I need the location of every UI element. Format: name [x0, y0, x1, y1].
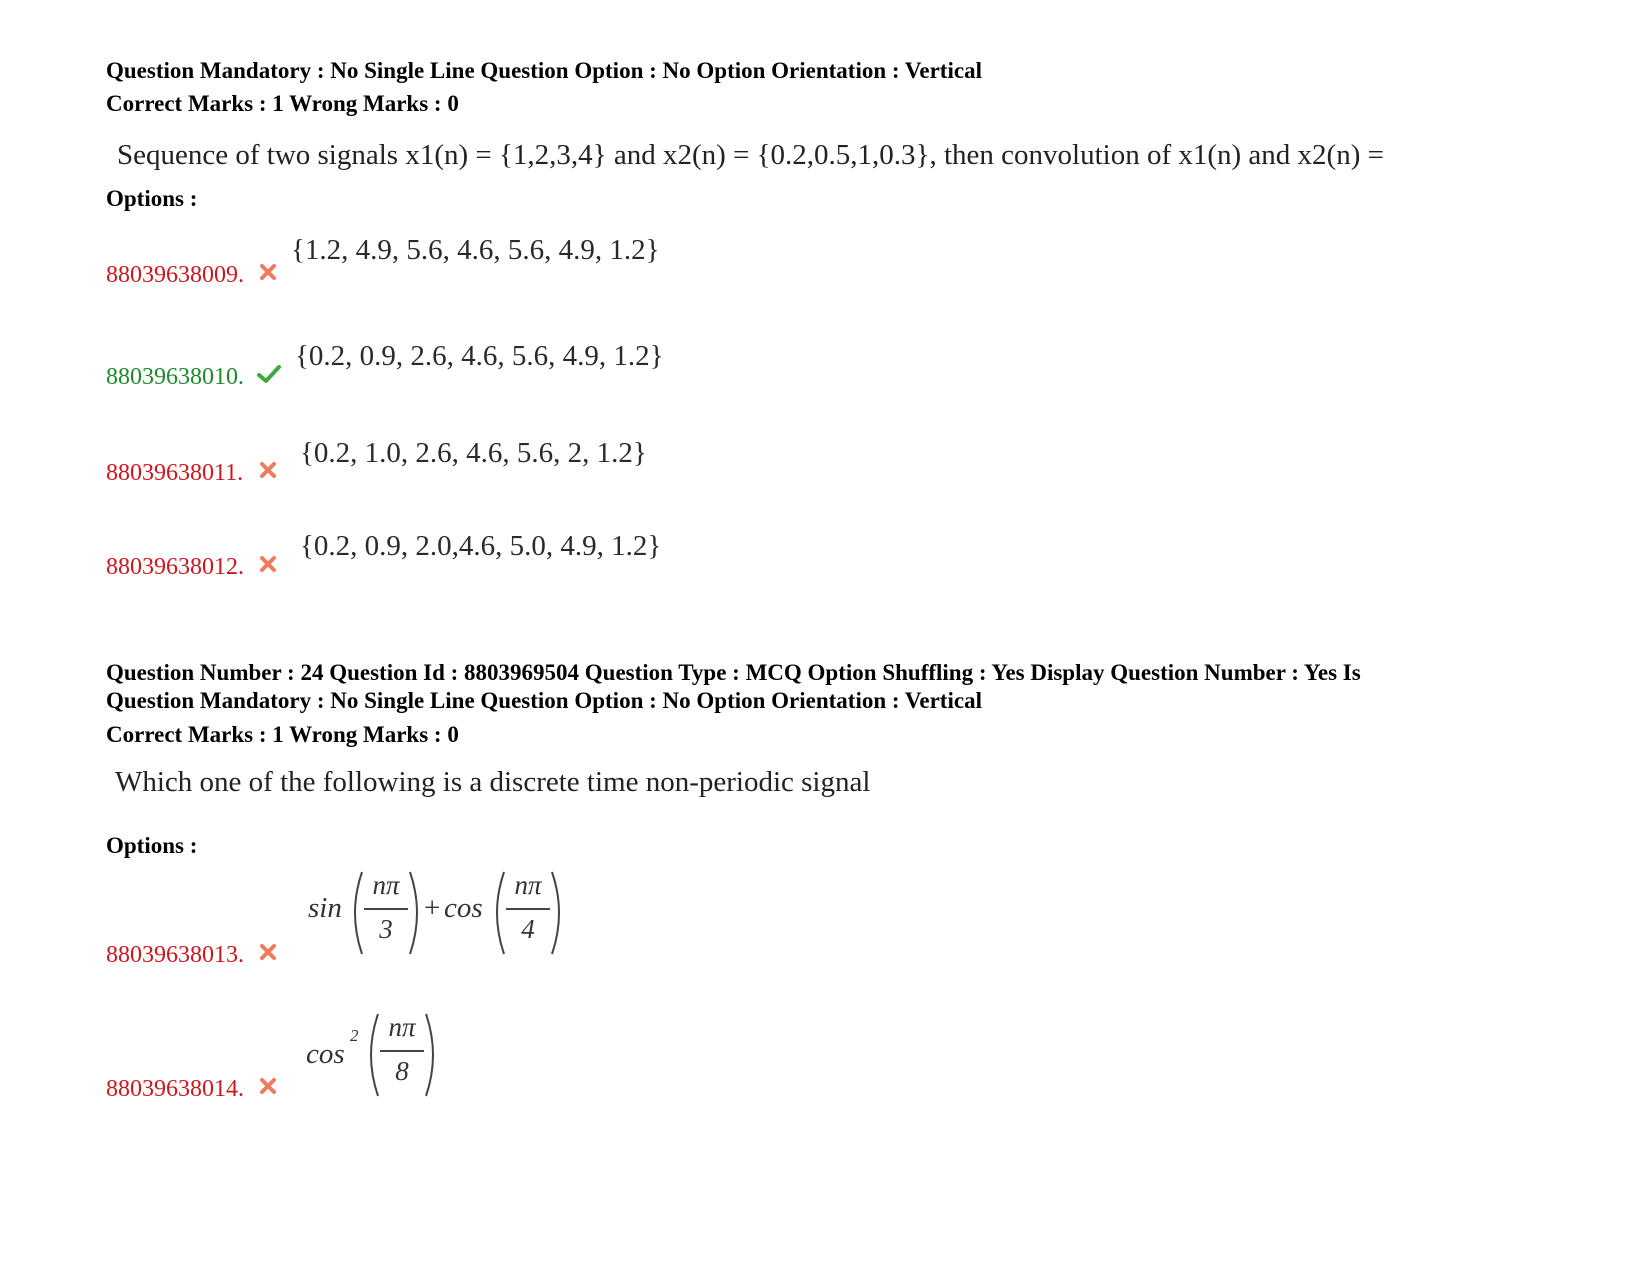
right-paren-icon: [422, 1012, 442, 1098]
left-paren-icon: [488, 870, 508, 956]
option-formula: [300, 1010, 460, 1100]
formula-denominator: 3: [379, 914, 393, 944]
option-value: {0.2, 0.9, 2.6, 4.6, 5.6, 4.9, 1.2}: [295, 340, 664, 372]
fraction-bar: [380, 1050, 424, 1052]
cross-icon: [258, 460, 278, 480]
option-id: 88039638012.: [106, 554, 244, 580]
formula-numerator: nπ: [514, 870, 542, 900]
formula-denominator: 4: [521, 914, 535, 944]
formula-function: sin: [308, 892, 342, 924]
right-paren-icon: [406, 870, 426, 956]
marks-line: Correct Marks : 1 Wrong Marks : 0: [106, 91, 459, 116]
option-id: 88039638011.: [106, 460, 244, 486]
option-id: 88039638014.: [106, 1076, 244, 1102]
option-id: 88039638010.: [106, 364, 244, 390]
option-value: {0.2, 0.9, 2.0,4.6, 5.0, 4.9, 1.2}: [300, 530, 662, 562]
option-id: 88039638009.: [106, 262, 244, 288]
question-text: Which one of the following is a discrete time non-periodic signal: [115, 766, 871, 798]
option-value: {0.2, 1.0, 2.6, 4.6, 5.6, 2, 1.2}: [300, 437, 647, 469]
cross-icon: [258, 262, 278, 282]
question-meta-line: Question Number : 24 Question Id : 8803969504 Question Type : MCQ Option Shuffling : Yes Display Question Number : Yes Is: [106, 660, 1361, 685]
question-meta-line: Question Mandatory : No Single Line Question Option : No Option Orientation : Vertical: [106, 688, 982, 713]
option-id: 88039638013.: [106, 942, 244, 968]
question-text: Sequence of two signals x1(n) = {1,2,3,4} and x2(n) = {0.2,0.5,1,0.3}, then convolution of x1(n) and x2(n) =: [117, 139, 1384, 171]
right-paren-icon: [548, 870, 568, 956]
formula-denominator: 8: [395, 1056, 409, 1086]
left-paren-icon: [346, 870, 366, 956]
fraction-bar: [506, 908, 550, 910]
formula-numerator: nπ: [372, 870, 400, 900]
cross-icon: [258, 554, 278, 574]
options-label: Options :: [106, 833, 198, 858]
check-icon: [256, 364, 282, 384]
formula-numerator: nπ: [388, 1012, 416, 1042]
marks-line: Correct Marks : 1 Wrong Marks : 0: [106, 722, 459, 747]
option-formula: [300, 868, 580, 958]
cross-icon: [258, 942, 278, 962]
formula-superscript: 2: [350, 1026, 359, 1045]
formula-function: cos: [444, 892, 483, 924]
fraction-bar: [364, 908, 408, 910]
left-paren-icon: [362, 1012, 382, 1098]
formula-operator: +: [424, 892, 441, 924]
cross-icon: [258, 1076, 278, 1096]
question-meta-line: Question Mandatory : No Single Line Question Option : No Option Orientation : Vertical: [106, 58, 982, 83]
formula-function: cos: [306, 1038, 345, 1070]
option-value: {1.2, 4.9, 5.6, 4.6, 5.6, 4.9, 1.2}: [291, 234, 660, 266]
options-label: Options :: [106, 186, 198, 211]
